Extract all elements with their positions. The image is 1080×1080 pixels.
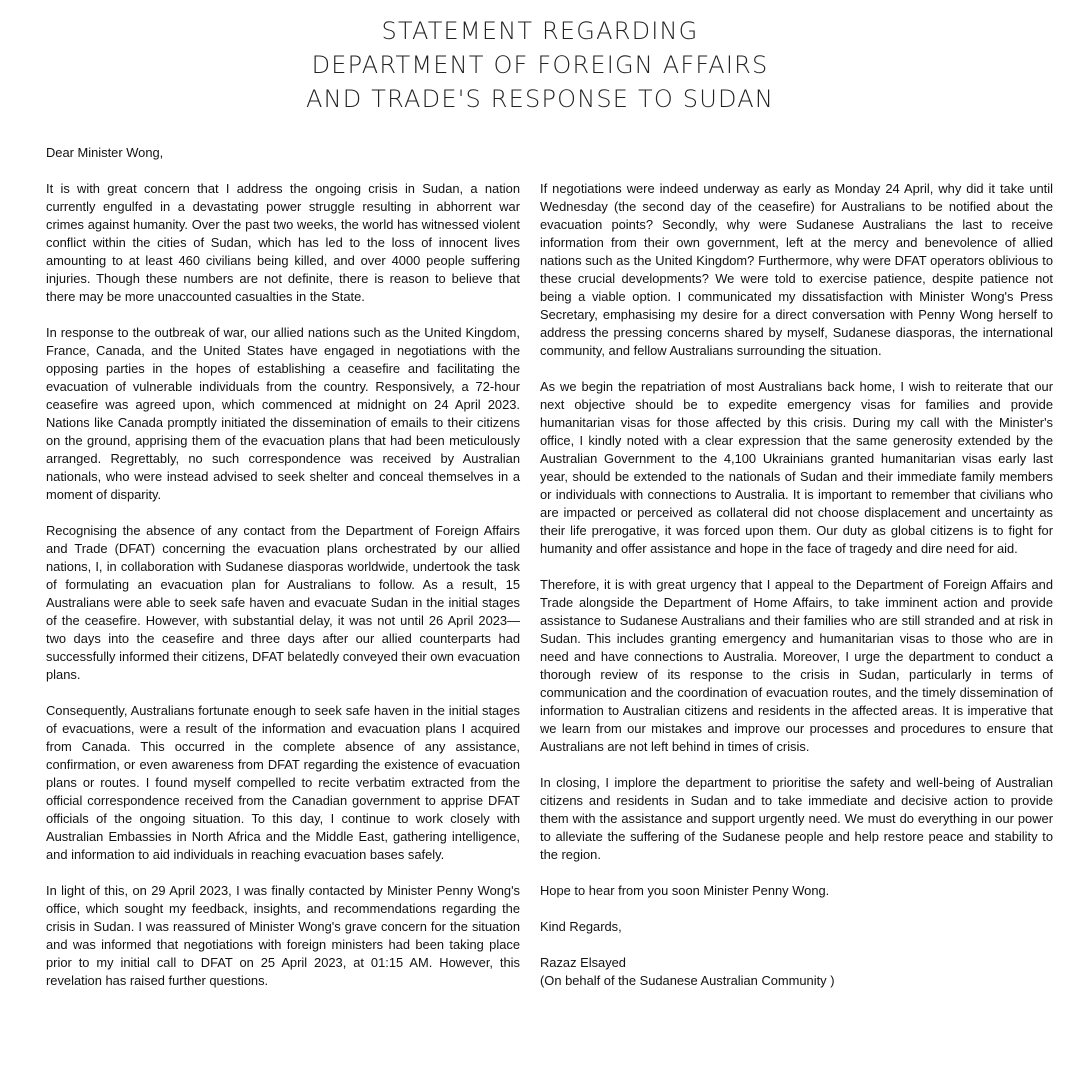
- title-line-3: AND TRADE'S RESPONSE TO SUDAN: [306, 85, 774, 113]
- salutation: Dear Minister Wong,: [46, 145, 164, 160]
- paragraph-evacuation-plan: Recognising the absence of any contact from the Department of Foreign Affairs and Trade (DFAT) concerning the evacuation plans orchestrated by our allied nations, I, in collaboration with Sudanese diasporas worldwide, undertook the task of formulating an evacuation plan for Australians to follow. As a result, 15 Australians were able to seek safe haven and evacuate Sudan in the initial stages of the ceasefire. However, with substantial delay, it was not until 26 April 2023—two days into the ceasefire and three days after our allied counterparts had successfully informed their citizens, DFAT belatedly conveyed their own evacuation plans.: [46, 523, 520, 682]
- signer-affiliation: (On behalf of the Sudanese Australian Community ): [540, 973, 835, 988]
- paragraph-appeal: Therefore, it is with great urgency that I appeal to the Department of Foreign Affairs and Trade alongside the Department of Home Affairs, to take imminent action and provide assistance to Sudanese Australians and their families who are still stranded and at risk in Sudan. This includes granting emergency and humanitarian visas to those who are in need and have connections to Australia. Moreover, I urge the department to conduct a thorough review of its response to the crisis in Sudan, particularly in terms of communication and the coordination of evacuation routes, and the timely dissemination of information to Australian citizens and residents in the affected areas. It is imperative that we learn from our mistakes and improve our processes and procedures to ensure that Australians are not left behind in times of crisis.: [540, 577, 1053, 754]
- paragraph-visas: As we begin the repatriation of most Australians back home, I wish to reiterate that our next objective should be to expedite emergency visas for families and provide humanitarian visas for those affected by this crisis. During my call with the Minister's office, I kindly noted with a clear expression that the same generosity extended by the Australian Government to the 4,100 Ukrainians granted humanitarian visas early last year, should be extended to the nationals of Sudan and their immediate family members or individuals with connections to Australia. It is important to remember that civilians who are impacted or perceived as collateral did not choose displacement and uncertainty as their life prerogative, it was forced upon them. Our duty as global citizens is to fight for humanity and offer assistance and hope in the face of tragedy and dire need for aid.: [540, 379, 1053, 556]
- signature-block: [540, 954, 1053, 990]
- title-line-2: DEPARTMENT OF FOREIGN AFFAIRS: [311, 51, 769, 79]
- statement-title: [0, 14, 1080, 116]
- title-line-1: STATEMENT REGARDING: [381, 17, 699, 45]
- closing-line: Hope to hear from you soon Minister Penny Wong.: [540, 883, 830, 898]
- paragraph-ceasefire: In response to the outbreak of war, our allied nations such as the United Kingdom, France, Canada, and the United States have engaged in negotiations with the opposing parties in the hopes of establishing a ceasefire and facilitating the evacuation of vulnerable individuals from the country. Responsively, a 72-hour ceasefire was agreed upon, which commenced at midnight on 24 April 2023. Nations like Canada promptly initiated the dissemination of emails to their citizens on the ground, apprising them of the evacuation plans that had been meticulously arranged. Regrettably, no such correspondence was received by Australian nationals, who were instead advised to seek shelter and conceal themselves in a moment of disparity.: [46, 325, 520, 502]
- signer-name: Razaz Elsayed: [540, 955, 626, 970]
- letter-right-column: [540, 180, 1053, 990]
- paragraph-questions: If negotiations were indeed underway as early as Monday 24 April, why did it take until Wednesday (the second day of the ceasefire) for Australians to be notified about the evacuation points? Secondly, why were Sudanese Australians the last to receive information from their own government, left at the mercy and benevolence of allied nations such as the United Kingdom? Furthermore, why were DFAT operators oblivious to these crucial developments? We were told to exercise patience, despite patience not being a viable option. I communicated my dissatisfaction with Minister Wong's Press Secretary, emphasising my desire for a direct conversation with Penny Wong herself to address the pressing concerns shared by myself, Sudanese diasporas, the international community, and fellow Australians surrounding the situation.: [540, 181, 1053, 358]
- letter-left-column: [46, 144, 520, 990]
- paragraph-closing: In closing, I implore the department to prioritise the safety and well-being of Australian citizens and residents in Sudan and to take immediate and decisive action to provide them with the assistance and support urgently need. We must do everything in our power to alleviate the suffering of the Sudanese people and help restore peace and stability to the region.: [540, 775, 1053, 862]
- paragraph-canada-information: Consequently, Australians fortunate enough to seek safe haven in the initial stages of evacuations, were a result of the information and evacuation plans I acquired from Canada. This occurred in the complete absence of any assistance, confirmation, or even awareness from DFAT regarding the existence of evacuation plans or routes. I found myself compelled to recite verbatim extracted from the official correspondence received from the Canadian government to apprise DFAT officials of the ongoing situation. To this day, I continue to work closely with Australian Embassies in North Africa and the Middle East, gathering intelligence, and information to aid individuals in reaching evacuation bases safely.: [46, 703, 520, 862]
- paragraph-crisis-overview: It is with great concern that I address the ongoing crisis in Sudan, a nation currently engulfed in a devastating power struggle resulting in abhorrent war crimes against humanity. Over the past two weeks, the world has witnessed violent conflict within the cities of Sudan, which has led to the loss of innocent lives amounting to at least 460 civilians being killed, and over 4000 people suffering injuries. Though these numbers are not definite, there is reason to believe that there may be more unaccounted casualties in the State.: [46, 181, 520, 304]
- paragraph-minister-contact: In light of this, on 29 April 2023, I was finally contacted by Minister Penny Wong's office, which sought my feedback, insights, and recommendations regarding the crisis in Sudan. I was reassured of Minister Wong's grave concern for the situation and was informed that negotiations with foreign ministers had been taking place prior to my initial call to DFAT on 25 April 2023, at 01:15 AM. However, this revelation has raised further questions.: [46, 883, 520, 988]
- sign-off: Kind Regards,: [540, 919, 622, 934]
